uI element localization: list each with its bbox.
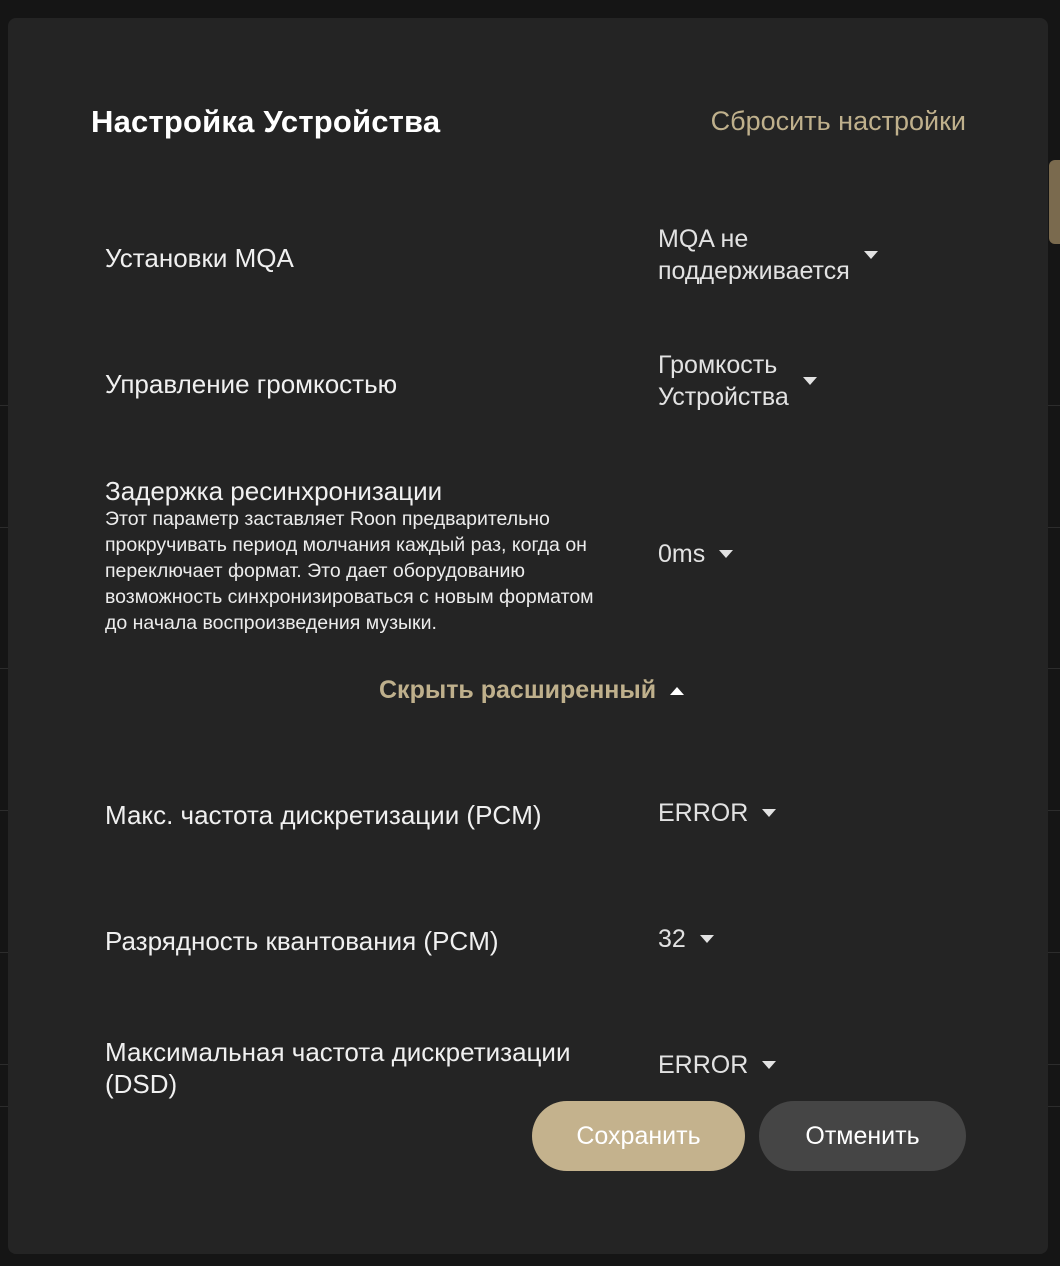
dropdown-value: 32 [658, 925, 686, 953]
background-scrollbar [1049, 160, 1060, 244]
resync-delay-dropdown[interactable] [658, 538, 733, 570]
setting-label: Установки MQA [105, 243, 294, 273]
dropdown-value: поддерживается [658, 257, 850, 285]
label-line: (DSD) [105, 1069, 178, 1099]
caret-down-icon [762, 809, 776, 817]
save-button[interactable]: Сохранить [532, 1101, 745, 1171]
setting-label: Разрядность квантования (PCM) [105, 926, 499, 956]
max-dsd-rate-dropdown[interactable] [658, 1049, 776, 1081]
setting-description [105, 506, 645, 636]
volume-control-dropdown[interactable] [658, 349, 817, 413]
dropdown-value: Устройства [658, 383, 789, 411]
setting-label: Управление громкостью [105, 369, 398, 399]
hide-advanced-toggle[interactable] [379, 676, 684, 705]
caret-down-icon [700, 935, 714, 943]
max-pcm-rate-dropdown[interactable] [658, 797, 776, 829]
reset-settings-link[interactable]: Сбросить настройки [710, 106, 966, 136]
mqa-dropdown[interactable] [658, 223, 878, 287]
dropdown-value: ERROR [658, 1051, 749, 1079]
caret-down-icon [762, 1061, 776, 1069]
dropdown-value: MQA не [658, 225, 749, 253]
description-line: возможность синхронизироваться с новым форматом [105, 586, 594, 608]
dropdown-value: ERROR [658, 799, 749, 827]
description-line: переключает формат. Это дает оборудованию [105, 560, 525, 582]
description-line: до начала воспроизведения музыки. [105, 612, 437, 634]
setting-label: Макс. частота дискретизации (PCM) [105, 800, 542, 830]
device-settings-dialog [8, 18, 1048, 1254]
label-line: Максимальная частота дискретизации [105, 1037, 571, 1067]
caret-up-icon [670, 687, 684, 695]
caret-down-icon [719, 550, 733, 558]
dialog-title: Настройка Устройства [91, 104, 441, 139]
dropdown-value: Громкость [658, 351, 778, 379]
setting-label [105, 1036, 570, 1100]
caret-down-icon [803, 377, 817, 385]
setting-label: Задержка ресинхронизации [105, 476, 443, 506]
settings-scroll-area[interactable] [8, 188, 1048, 1099]
caret-down-icon [864, 251, 878, 259]
bit-depth-dropdown[interactable] [658, 923, 714, 955]
description-line: прокручивать период молчания каждый раз, когда он [105, 534, 587, 556]
cancel-button[interactable]: Отменить [759, 1101, 966, 1171]
description-line: Этот параметр заставляет Roon предварительно [105, 508, 550, 530]
toggle-label: Скрыть расширенный [379, 676, 657, 704]
dropdown-value: 0ms [658, 540, 706, 568]
